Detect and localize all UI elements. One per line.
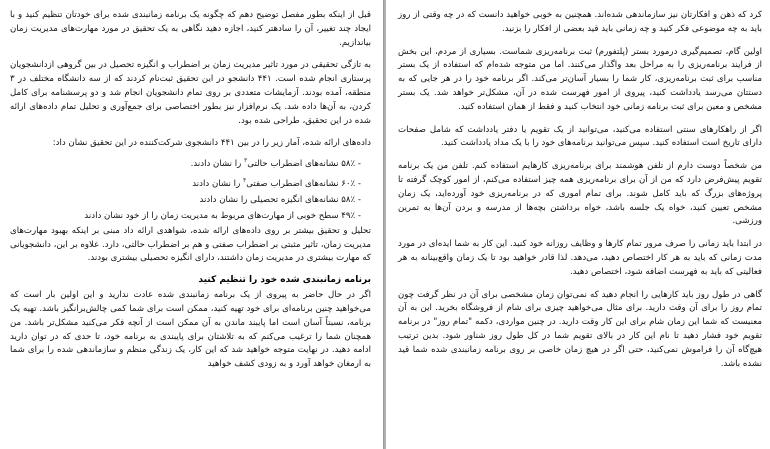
left-paragraph-intro: قبل از اینکه بطور مفصل توضیح دهم که چگونه یک برنامه زمانبندی شده برای خودتان تنظیم کنید و با ایجاد چند تغییر، آن را سادهتر کنید، اجازه دهید نگاهی به یک تحقیق در مورد مهارت‌های مدیریت زمان بیاندازیم. [10, 10, 371, 48]
right-paragraph-platform: اولین گام، تصمیم‌گیری درمورد بستر (پلتفورم) ثبت برنامه‌ریزی شماست. بسیاری از مردم، این بخش از فرایند برنامه‌ریزی را به مراحل بعد واگذار می‌کنند. اما من متوجه شده‌ام که استفاده از یک بستر مناسب برای ثبت برنامه‌ریزی، کار شما را بسیار آسان‌تر می‌کند. اگر برنامه خود را در هر جایی که به دستتان می‌رسد یادداشت کنید، پیروی از امور فهرست شده در آن، مشکل‌تر خواهد شد. یک بستر مشخص و معین برای ثبت برنامه زمانی خود انتخاب کنید و فقط از همان استفاده کنید. [398, 46, 762, 112]
left-paragraph-schedule: اگر در حال حاضر به پیروی از یک برنامه زمانبندی شده عادت ندارید و این اولین بار است که می‌خواهید چنین برنامه‌ای برای خود تهیه کنید، ممکن است برای شما کمی چالش‌برانگیز باشد. تهیه یک برنامه، نسبتاً آسان است اما پایبند ماندن به آن ممکن است از آنچه فکر می‌کنید مشکل‌تر باشد. من همچنان شما را ترغیب می‌کنم که به تلاشتان برای پایبندی به برنامه خود، تا حدی که در توان دارید ادامه دهید. در نهایت متوجه خواهید شد که این کار، یک زندگی منظم و سازماندهی شده را برای شما به ارمغان خواهد آورد و به زودی کشف خواهید [10, 290, 371, 370]
right-paragraph-review: در ابتدا باید زمانی را صرف مرور تمام کارها و وظایف روزانه خود کنید. این کار به شما ایده‌ای در مورد مدت زمانی که باید به هر کار اختصاص دهید، می‌دهد. لذا قادر خواهید بود تا یک زمان واقع‌بینانه به هر فعالیتی که باید به فهرست اضافه شود، اختصاص دهید. [398, 239, 762, 277]
left-page [0, 0, 384, 449]
section-heading: برنامه زمانبندی شده خود را تنظیم کنید [198, 275, 371, 286]
right-paragraph-smartphone: من شخصاً دوست دارم از تلفن هوشمند برای برنامه‌ریزی کارهایم استفاده کنم. تلفن من یک برنامه تقویم پیش‌فرض دارد که من از آن برای برنامه‌ریزی همه چیز استفاده می‌کنم، از امور کوچک گرفته تا پروژه‌های بزرگ که باید کامل شوند. برای تمام اموری که در برنامه‌ریزی خود آورده‌اید، یک زمان مشخص تعیین کنید، خواه یک جلسه باشد، خواه برداشتن بچه‌ها از مدرسه و بردن آن‌ها به تمرین ورزشی. [398, 161, 762, 227]
right-paragraph-continuation: کرد که ذهن و افکارتان نیز سازماندهی شده‌اند. همچنین به خوبی خواهید دانست که در چه وقتی از روز باید به چه موضوعی فکر کنید و چه زمانی باید قید بعضی از افکار را بزنید. [398, 10, 762, 34]
left-paragraph-study: به تازگی تحقیقی در مورد تاثیر مدیریت زمان بر اضطراب و انگیزه تحصیل در بین گروهی ازدانشجویان پرستاری انجام شده است. ۴۴۱ دانشجو در این تحقیق ثبت‌نام کردند که از سه دانشگاه مختلف در ۳ منطقه، آمده بودند. آزمایشات متعددی بر روی تمام دانشجویان انجام شد و دو پرسشنامه برای کامل کردن، به آن‌ها داده شد. یک نرم‌افزار نیز بطور اختصاصی برای جمع‌آوری و تحلیل تمام داده‌های ارائه شده در این تحقیق، طراحی شده بود. [10, 60, 371, 126]
right-page [386, 0, 770, 449]
left-paragraph-analysis: تحلیل و تحقیق بیشتر بر روی داده‌های ارائه شده، شواهدی ارائه داد مبنی بر اینکه بهبود مهارت‌های مدیریت زمان، تاثیر مثبتی بر اضطراب صفتی و هم بر اضطراب حالتی، دارد. علاوه بر این، دانشجویانی که مهارت بیشتری در مدیریت زمان داشتند، دارای انگیزه تحصیلی بیشتری بودند. [10, 225, 371, 264]
statistics-list-item: - ۶۰٪ نشانه‌های اضطراب صفتی$^۴$ را نشان دادند [192, 176, 361, 189]
statistics-list-item: - ۵۸٪ نشانه‌های اضطراب حالتی$^۳$ را نشان دادند. [190, 157, 361, 170]
right-paragraph-all-day: گاهی در طول روز باید کارهایی را انجام دهید که نمی‌توان زمان مشخصی برای آن در نظر گرفت چون تمام روز را برای آن وقت دارید. برای مثال می‌خواهید چیزی برای شام از فروشگاه بخرید. این به آن معنیست که شما این زمان شام برای این کار وقت دارید. در چنین مواردی، دکمه "تمام روز" در برنامه تقویم خود فشار دهید تا نام این کار در بالای تقویم شما در کل طول روز شناور شود. بدین ترتیب هیچ‌گاه آن را فراموش نمی‌کنید، حتی اگر در هیچ زمان خاصی بر روی برنامه زمانبندی شده شما قید نشده باشد. [398, 289, 762, 369]
left-paragraph-data-intro: داده‌های ارائه شده، آمار زیر را در بین ۴۴۱ دانشجوی شرکت‌کننده در این تحقیق نشان داد: [52, 138, 371, 149]
right-paragraph-traditional: اگر از راهکارهای سنتی استفاده می‌کنید، می‌توانید از یک تقویم یا دفتر یادداشت که شامل صفحات دارای تاریخ است استفاده کنید. سپس می‌توانید برنامه‌های خود را با یک مداد یادداشت کنید. [398, 124, 762, 149]
statistics-list-item: - ۴۹٪ سطح خوبی از مهارت‌های مربوط به مدیریت زمان را از خود نشان دادند [84, 211, 361, 222]
statistics-list [10, 153, 371, 225]
statistics-list-item: - ۵۸٪ نشانه‌های انگیزه تحصیلی را نشان دادند [199, 194, 361, 205]
